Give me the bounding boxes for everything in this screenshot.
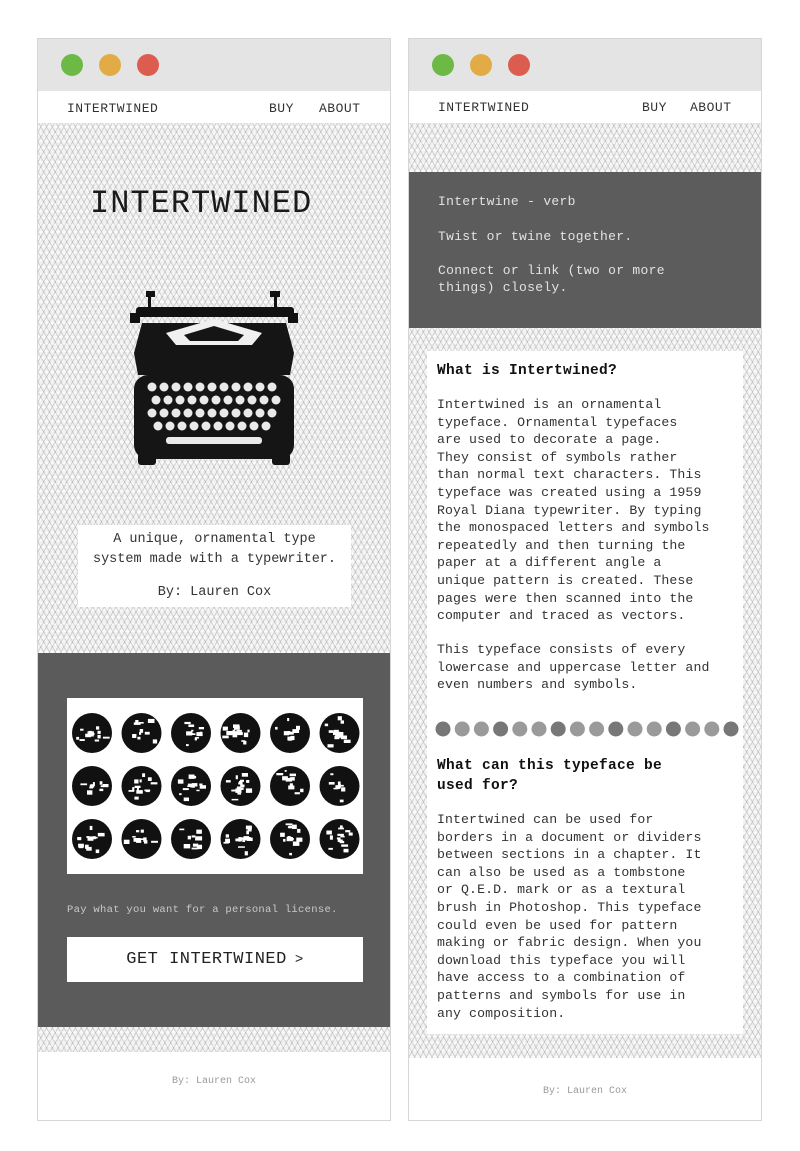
definition-sense-1: Twist or twine together. [438,229,633,244]
page-footer [409,1058,761,1120]
paragraph-line: Intertwined can be used for [437,812,654,827]
chevron-right-icon: > [294,952,304,968]
definition-line: Connect or link (two or more [438,263,665,278]
hero-title: INTERTWINED [90,185,313,222]
definition-block [409,172,761,328]
divider-dot-icon [493,722,508,737]
paragraph-line: can also be used as a tombstone [437,864,686,880]
window-close-button[interactable] [61,54,83,76]
pattern-circle-icon [221,819,261,859]
paragraph-line: brush in Photoshop. This typeface [437,899,702,915]
cta-label: GET INTERTWINED [126,950,287,969]
nav-buy-link[interactable]: BUY [269,101,294,116]
nav-buy-link[interactable]: BUY [642,100,667,115]
paragraph-line: download this typeface you will [437,952,686,968]
paragraph-line: between sections in a chapter. It [437,847,702,863]
divider-dot-icon [512,722,527,737]
pattern-header-strip [409,123,761,172]
divider-dot-icon [551,722,566,737]
pattern-circle-icon [171,766,211,806]
divider-dot-icon [608,722,623,737]
get-intertwined-button[interactable] [67,937,363,982]
top-navigation [38,91,390,123]
divider-dot-icon [685,722,700,737]
pattern-circle-icon [72,766,112,806]
about-heading: What is Intertwined? [437,363,618,379]
paragraph-line: could even be used for pattern [437,917,678,933]
paragraph-line: making or fabric design. When you [437,935,702,951]
pattern-circle-icon [122,766,162,806]
paragraph-line: paper at a different angle a [437,555,662,571]
divider-dot-icon [589,722,604,737]
about-section [409,328,761,1058]
divider-dot-icon [532,722,547,737]
right-browser-window [408,38,762,1121]
pattern-circle-icon [320,819,360,859]
divider-dot-icon [628,722,643,737]
pattern-circle-icon [122,713,162,753]
paragraph-line: have access to a combination of [437,970,686,986]
paragraph-line: or Q.E.D. mark or as a textural [437,882,686,898]
pattern-circles-icon [67,698,363,874]
paragraph-line: unique pattern is created. These [437,572,694,588]
tagline-card [78,525,351,607]
definition-term: Intertwine - verb [438,194,576,209]
paragraph-line: Intertwined is an ornamental [437,397,662,412]
definition-sense-2 [438,262,718,296]
uses-heading [437,756,727,796]
paragraph-line: typeface was created using a 1959 [437,484,702,500]
window-minimize-button[interactable] [470,54,492,76]
pattern-circle-icon [320,766,360,806]
divider-dot-icon [436,722,451,737]
window-titlebar [409,39,761,91]
byline: By: Lauren Cox [157,585,272,600]
license-note: Pay what you want for a personal license. [67,904,338,916]
tagline-line: system made with a typewriter. [92,552,337,567]
pattern-circle-icon [72,713,112,753]
window-minimize-button[interactable] [99,54,121,76]
pattern-divider-strip [38,1027,390,1054]
paragraph-line: even numbers and symbols. [437,677,638,693]
definition-line: things) closely. [438,280,568,295]
about-paragraph [437,396,737,625]
pattern-circle-icon [270,766,310,806]
nav-brand-link[interactable]: INTERTWINED [67,101,159,116]
purchase-section [38,653,390,1027]
divider-dot-icon [647,722,662,737]
hero-section [38,123,390,653]
paragraph-line: borders in a document or dividers [437,829,702,845]
nav-about-link[interactable]: ABOUT [319,101,361,116]
tagline-line: A unique, ornamental type [113,532,316,547]
paragraph-line: any composition. [437,1005,566,1021]
footer-credit: By: Lauren Cox [171,1076,256,1087]
paragraph-line: are used to decorate a page. [437,432,662,448]
nav-brand-link[interactable]: INTERTWINED [438,100,530,115]
divider-dot-icon [455,722,470,737]
paragraph-line: than normal text characters. This [437,467,702,483]
uses-heading-line: used for? [437,778,519,794]
window-maximize-button[interactable] [508,54,530,76]
pattern-circle-icon [320,713,360,753]
paragraph-line: lowercase and uppercase letter and [437,659,710,675]
pattern-circle-icon [171,819,211,859]
divider-dot-icon [474,722,489,737]
paragraph-line: This typeface consists of every [437,642,686,657]
glyph-sample-panel [67,698,363,874]
window-titlebar [38,39,390,91]
window-close-button[interactable] [432,54,454,76]
left-browser-window [37,38,391,1121]
page-footer [38,1052,390,1120]
paragraph-line: Royal Diana typewriter. By typing [437,502,702,518]
paragraph-line: typeface. Ornamental typefaces [437,414,678,430]
pattern-circle-icon [221,713,261,753]
pattern-circle-icon [122,819,162,859]
uses-paragraph [437,811,737,1022]
paragraph-line: They consist of symbols rather [437,449,678,465]
divider-dot-icon [724,722,739,737]
pattern-circle-icon [171,713,211,753]
pattern-circle-icon [270,713,310,753]
paragraph-line: patterns and symbols for use in [437,987,686,1003]
paragraph-line: repeatedly and then turning the [437,537,686,553]
paragraph-line: pages were then scanned into the [437,590,694,606]
divider-dot-icon [570,722,585,737]
paragraph-line: the monospaced letters and symbols [437,520,710,536]
divider-dot-icon [666,722,681,737]
footer-credit: By: Lauren Cox [542,1086,627,1097]
pattern-circle-icon [72,819,112,859]
about-card [427,351,743,1034]
about-paragraph [437,641,737,694]
top-navigation [409,91,761,123]
typewriter-icon [126,283,302,468]
paragraph-line: computer and traced as vectors. [437,608,686,624]
pattern-circle-icon [221,766,261,806]
nav-about-link[interactable]: ABOUT [690,100,732,115]
tagline [78,525,351,570]
uses-heading-line: What can this typeface be [437,758,663,774]
ornamental-dots-divider-icon [435,719,739,739]
window-maximize-button[interactable] [137,54,159,76]
pattern-circle-icon [270,819,310,859]
divider-dot-icon [704,722,719,737]
